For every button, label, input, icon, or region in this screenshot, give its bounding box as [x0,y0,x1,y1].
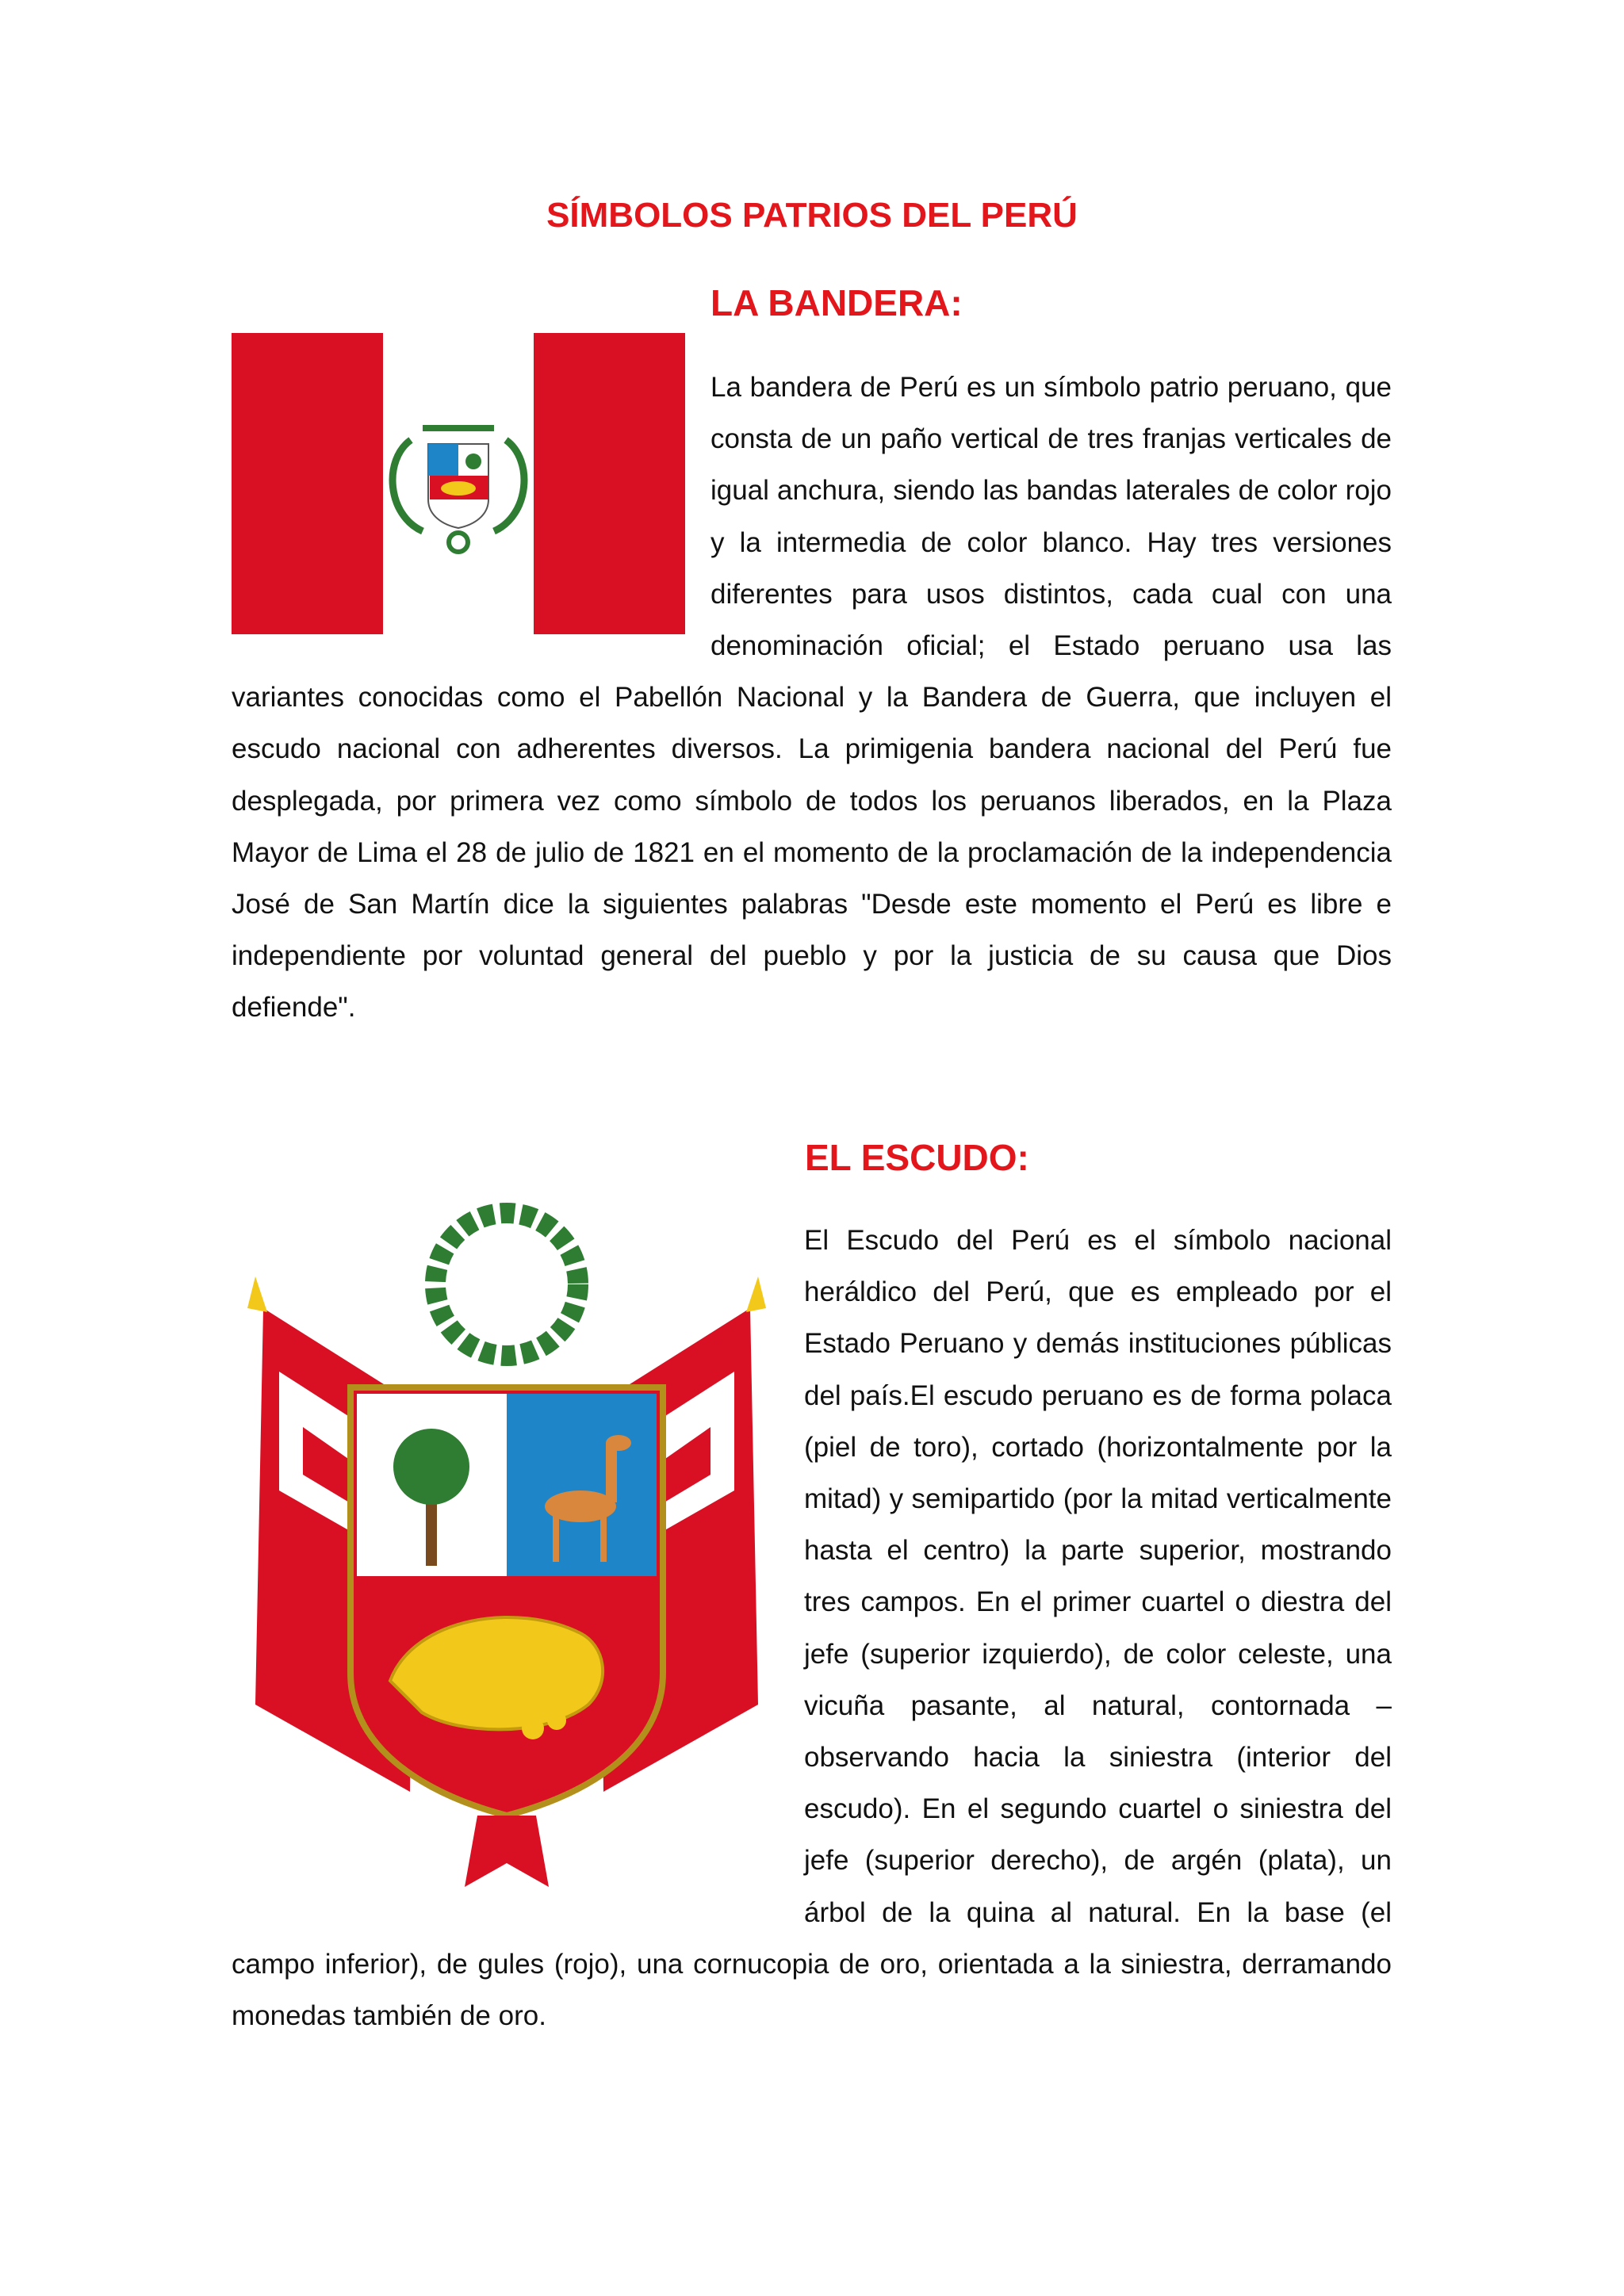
flag-wrap-spacer [232,362,710,671]
page-title: SÍMBOLOS PATRIOS DEL PERÚ [546,196,1078,235]
coat-wrap-spacer [232,1215,804,1888]
escudo-text: El Escudo del Perú es el símbolo nacional heráldico del Perú, que es empleado por el Estado Peruano y demás instituciones públicas del país.El escudo peruano es de forma polaca (piel de toro), cortado (horizontalmente por la mitad) y semipartido (por la mitad verticalmente hasta el centro) la parte superior, mostrando tres campos. En el primer cuartel o diestra del jefe (superior izquierdo), de color celeste, una vicuña pasante, al natural, contornada – observando hacia la siniestra (interior del escudo). En el segundo cuartel o siniestra del jefe (superior derecho), de argén (plata), un árbol de la quina al natural. En la base (el campo inferior), de gules (rojo), una cornucopia de oro, orientada a la siniestra, derramando monedas también de oro. [232,1225,1392,2032]
section-heading-escudo: EL ESCUDO: [805,1137,1029,1178]
section-heading-bandera: LA BANDERA: [710,282,963,323]
section-body-bandera [232,362,1392,1034]
section-body-escudo [232,1215,1392,2042]
bandera-text: La bandera de Perú es un símbolo patrio peruano, que consta de un paño vertical de tres franjas verticales de igual anchura, siendo las bandas laterales de color rojo y la intermedia de color blanco. Hay tres versiones diferentes para usos distintos, cada cual con una denominación oficial; el Estado peruano usa las variantes conocidas como el Pabellón Nacional y la Bandera de Guerra, que incluyen el escudo nacional con adherentes diversos. La primigenia bandera nacional del Perú fue desplegada, por primera vez como símbolo de todos los peruanos liberados, en la Plaza Mayor de Lima el 28 de julio de 1821 en el momento de la proclamación de la independencia José de San Martín dice la siguientes palabras "Desde este momento el Perú es libre e independiente por voluntad general del pueblo y por la justicia de su causa que Dios defiende". [232,372,1392,1024]
